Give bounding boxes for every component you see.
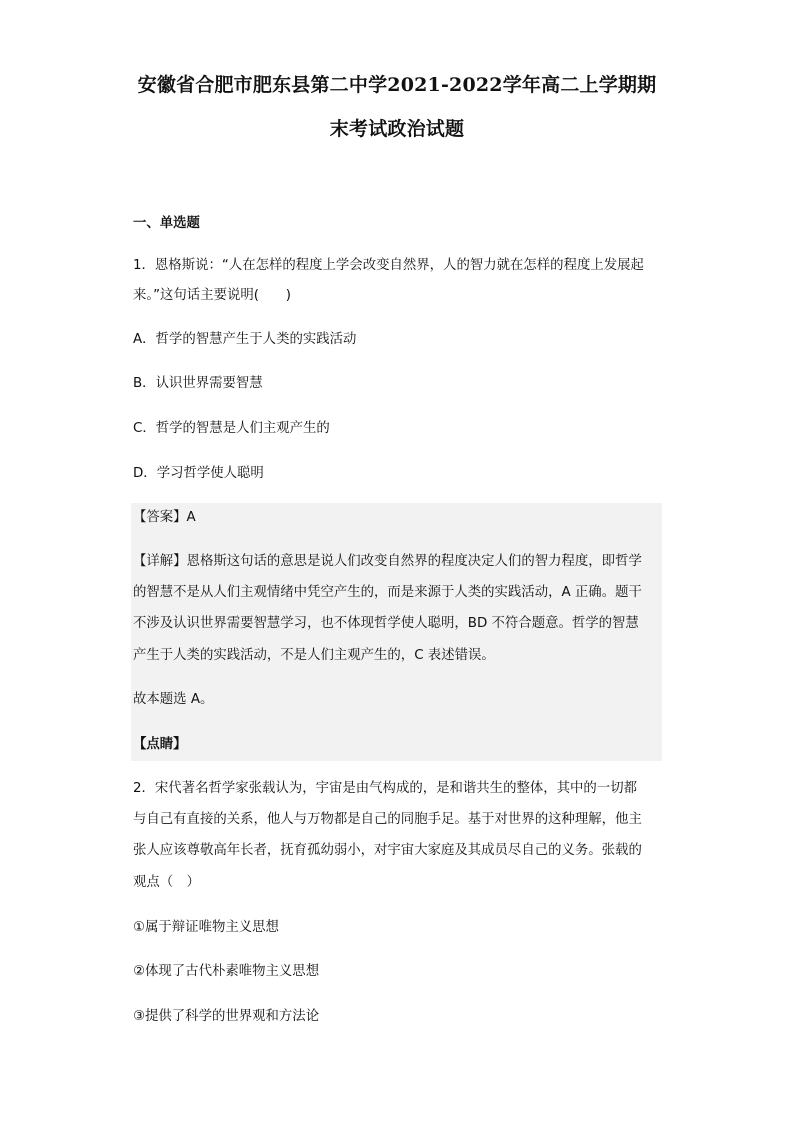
q1-detail-line-1: 【详解】恩格斯这句话的意思是说人们改变自然界的程度决定人们的智力程度，即哲学 bbox=[133, 554, 642, 569]
q1-option-a: A．哲学的智慧产生于人类的实践活动 bbox=[133, 332, 357, 347]
q2-stem-line-1: 2．宋代著名哲学家张载认为，宇宙是由气构成的，是和谐共生的整体，其中的一切都 bbox=[133, 781, 637, 796]
q1-detail-line-4: 产生于人类的实践活动，不是人们主观产生的，C 表述错误。 bbox=[133, 648, 495, 663]
q1-stem-line-1: 1．恩格斯说：“人在怎样的程度上学会改变自然界，人的智力就在怎样的程度上发展起 bbox=[133, 258, 644, 273]
section-heading: 一、单选题 bbox=[133, 216, 200, 231]
q2-item-2: ②体现了古代朴素唯物主义思想 bbox=[133, 964, 320, 979]
q1-answer: 【答案】A bbox=[133, 510, 196, 525]
q1-stem-line-2: 来。”这句话主要说明( ) bbox=[133, 288, 291, 303]
q2-stem-line-4: 观点（ ） bbox=[133, 875, 200, 890]
q1-option-c: C．哲学的智慧是人们主观产生的 bbox=[133, 421, 330, 436]
q2-item-3: ③提供了科学的世界观和方法论 bbox=[133, 1009, 320, 1024]
q1-comment-label: 【点睛】 bbox=[133, 737, 187, 752]
q2-stem-line-3: 张人应该尊敬高年长者，抚育孤幼弱小，对宇宙大家庭及其成员尽自己的义务。张载的 bbox=[133, 843, 642, 858]
document-title-line-2: 末考试政治试题 bbox=[329, 118, 465, 140]
document-title-line-1: 安徽省合肥市肥东县第二中学2021-2022学年高二上学期期 bbox=[137, 74, 657, 96]
q1-detail-line-2: 的智慧不是从人们主观情绪中凭空产生的，而是来源于人类的实践活动，A 正确。题干 bbox=[133, 585, 642, 600]
q1-detail-line-3: 不涉及认识世界需要智慧学习，也不体现哲学使人聪明，BD 不符合题意。哲学的智慧 bbox=[133, 616, 639, 631]
q2-item-1: ①属于辩证唯物主义思想 bbox=[133, 920, 279, 935]
q1-option-b: B．认识世界需要智慧 bbox=[133, 376, 263, 391]
q2-stem-line-2: 与自己有直接的关系，他人与万物都是自己的同胞手足。基于对世界的这种理解，他主 bbox=[133, 812, 642, 827]
q1-conclusion: 故本题选 A。 bbox=[133, 692, 214, 707]
q1-option-d: D．学习哲学使人聪明 bbox=[133, 466, 264, 481]
